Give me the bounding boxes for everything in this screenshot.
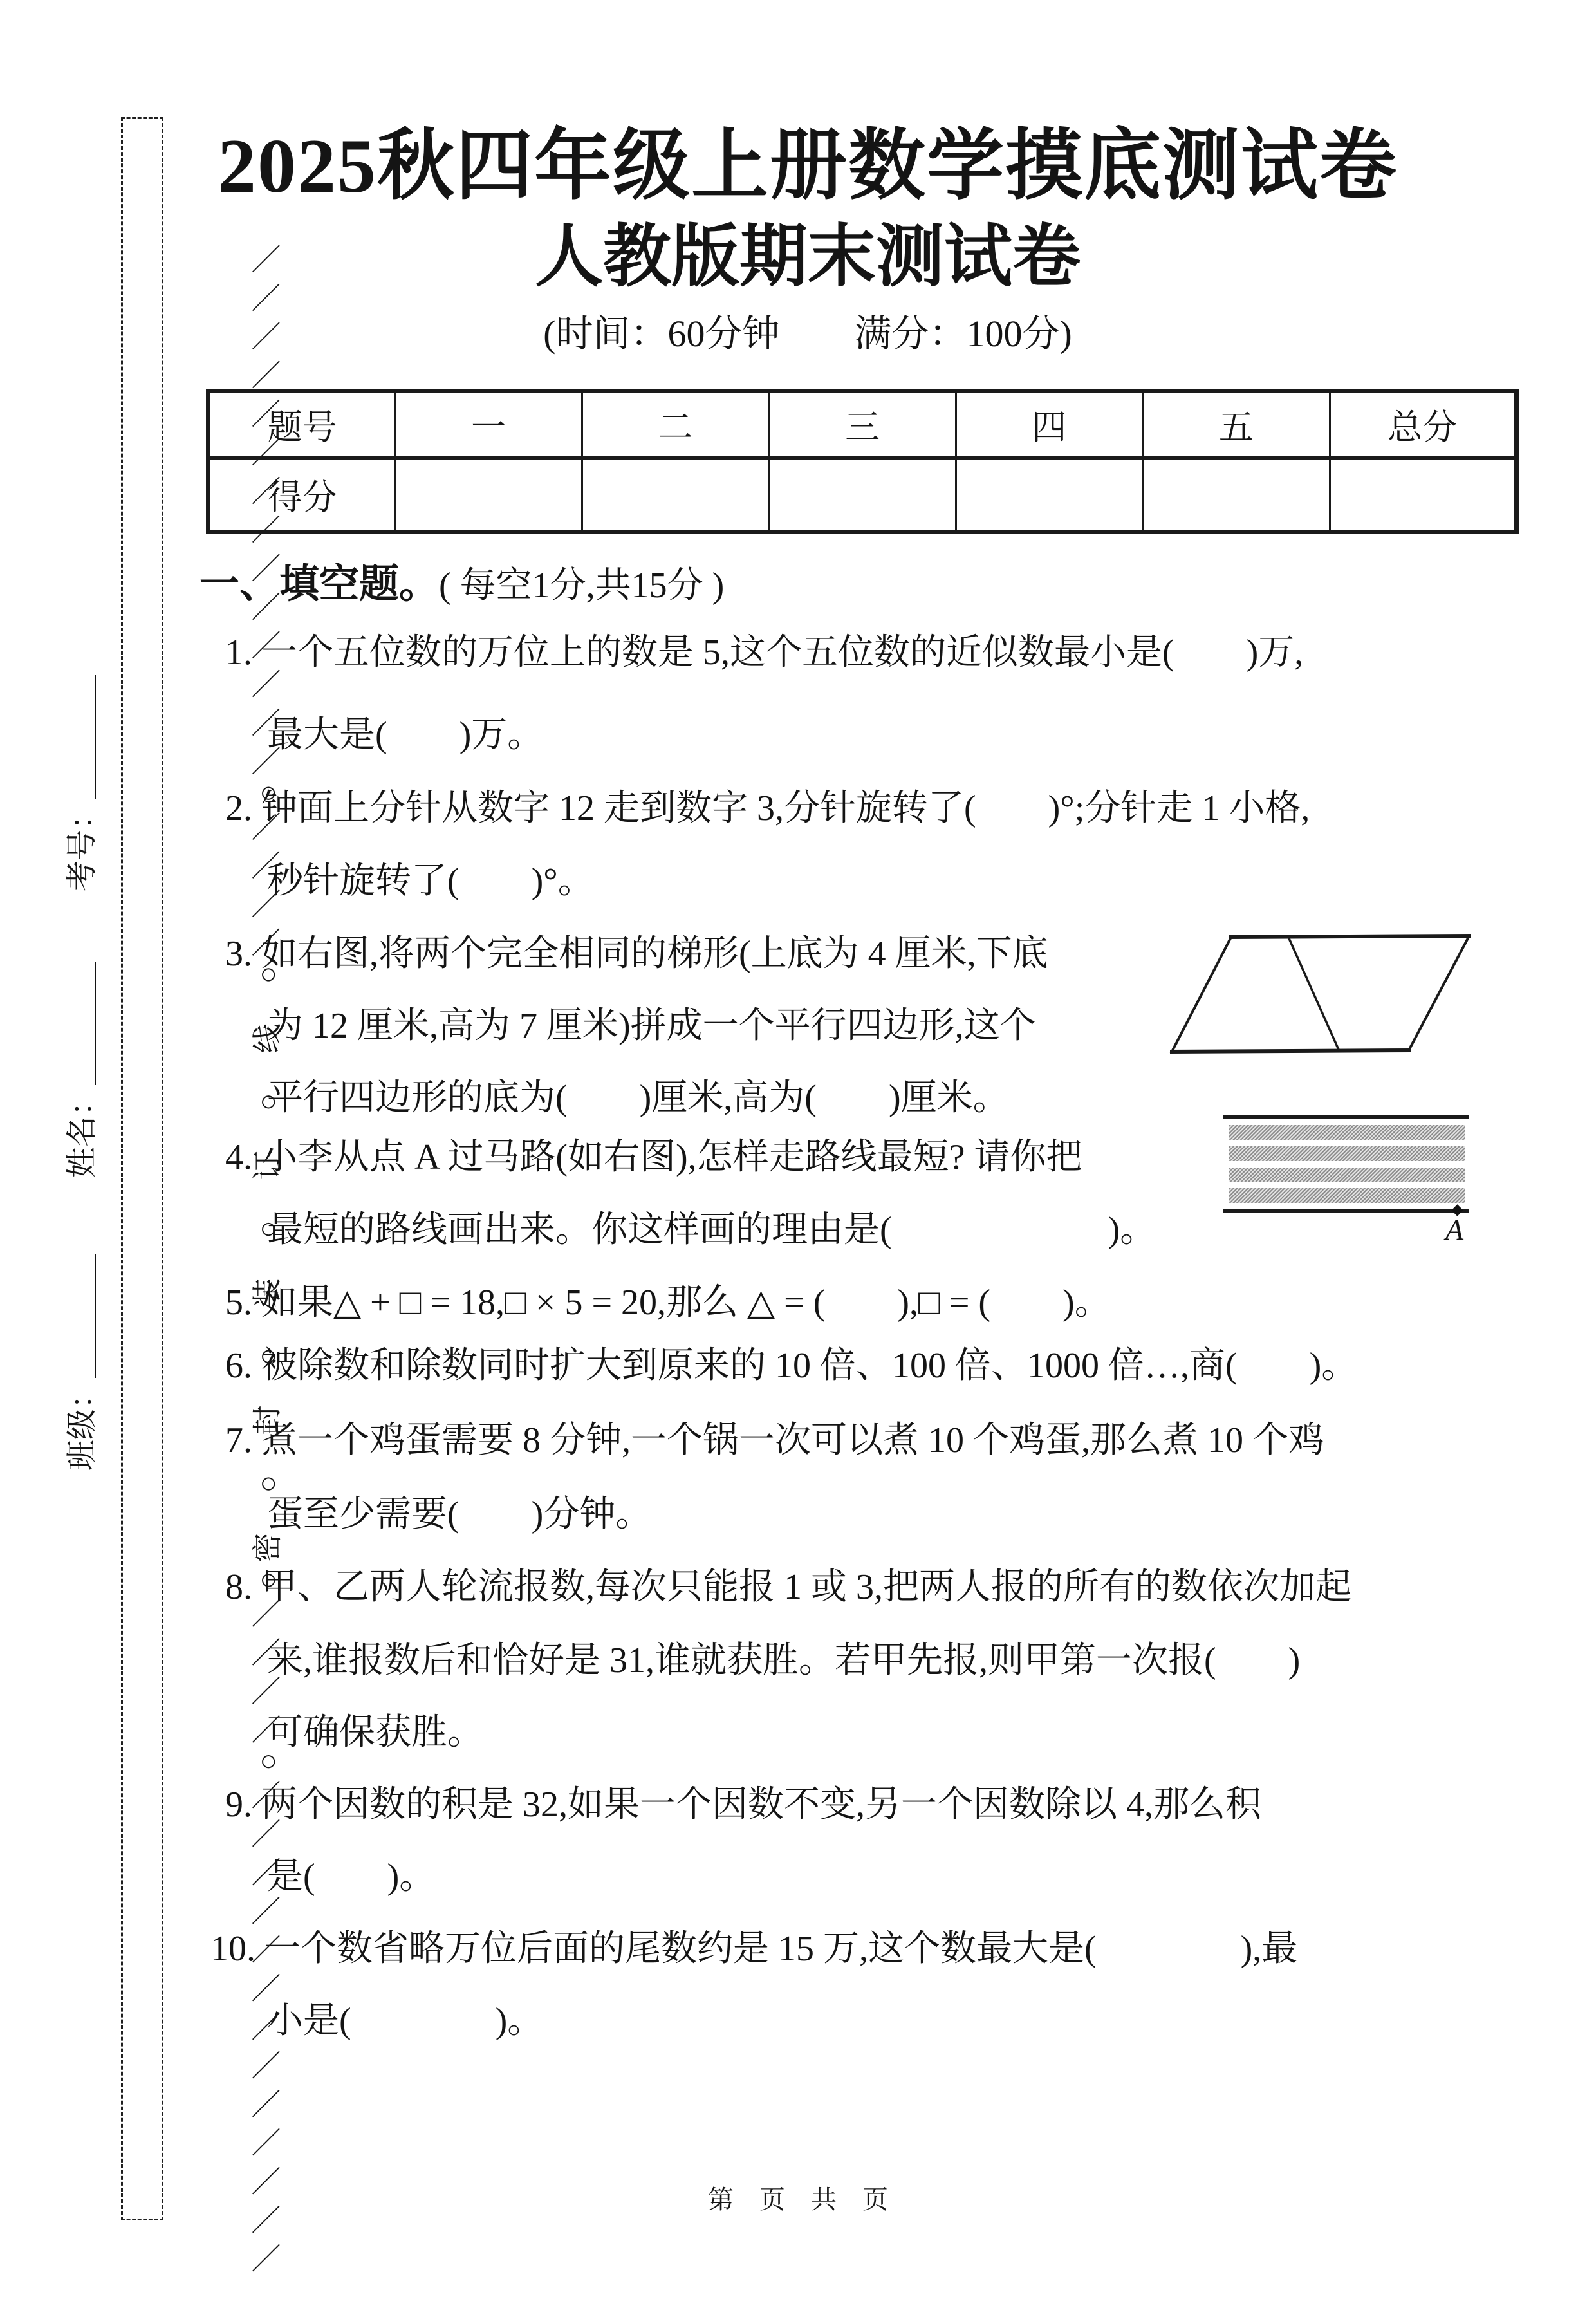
section-1-note: ( 每空1分,共15分 ) bbox=[439, 566, 725, 606]
question-2-line-1: 2. 钟面上分针从数字 12 走到数字 3,分针旋转了( )°;分针走 1 小格, bbox=[225, 788, 1310, 828]
score-cell bbox=[582, 458, 768, 532]
road-top-edge bbox=[1223, 1115, 1469, 1119]
question-6-line-1: 6. 被除数和除数同时扩大到原来的 10 倍、100 倍、1000 倍…,商( )。 bbox=[225, 1346, 1358, 1386]
question-9-line-2: 是( )。 bbox=[267, 1857, 436, 1897]
seal-line-caption: 密○封○装○订○线 bbox=[251, 983, 284, 1563]
score-header-tihao: 题号 bbox=[209, 391, 395, 458]
score-cell bbox=[1330, 458, 1516, 532]
class-label: 班级：＿＿＿＿ bbox=[65, 1254, 99, 1471]
score-cell bbox=[1143, 458, 1330, 532]
score-table-header-row bbox=[209, 391, 1517, 458]
question-8-line-2: 来,谁报数后和恰好是 31,谁就获胜。若甲先报,则甲第一次报( ) bbox=[267, 1641, 1301, 1680]
score-header-1: 一 bbox=[395, 391, 582, 458]
page-subtitle: 人教版期末测试卷 bbox=[535, 219, 1081, 295]
trapezoid-parallelogram-figure bbox=[1164, 929, 1479, 1058]
score-table bbox=[206, 389, 1519, 534]
exam-info: (时间：60分钟 满分：100分) bbox=[543, 312, 1072, 355]
question-3-line-2: 为 12 厘米,高为 7 厘米)拼成一个平行四边形,这个 bbox=[267, 1006, 1036, 1046]
question-2-line-2: 秒针旋转了( )°。 bbox=[267, 861, 594, 901]
score-table-score-row bbox=[209, 458, 1517, 532]
question-8-line-3: 可确保获胜。 bbox=[267, 1713, 483, 1753]
score-row-label: 得分 bbox=[209, 458, 395, 532]
score-header-3: 三 bbox=[769, 391, 956, 458]
road-stripe bbox=[1229, 1146, 1465, 1161]
road-crossing-figure bbox=[1223, 1113, 1470, 1249]
section-1-heading bbox=[200, 561, 724, 607]
question-4-line-1: 4. 小李从点 A 过马路(如右图),怎样走路线最短? 请你把 bbox=[225, 1137, 1082, 1177]
question-7-line-1: 7. 煮一个鸡蛋需要 8 分钟,一个锅一次可以煮 10 个鸡蛋,那么煮 10 个鸡 bbox=[225, 1420, 1324, 1460]
road-stripe bbox=[1229, 1125, 1465, 1140]
page-title: 2025秋四年级上册数学摸底测试卷 bbox=[218, 123, 1398, 209]
exam-number-label: 考号：＿＿＿＿ bbox=[65, 675, 99, 891]
seal-hatch-bottom: ＼＼＼＼＼＼＼＼＼＼＼＼＼○＼＼＼＼○ bbox=[251, 1562, 284, 2273]
question-5-line-1: 5. 如果△ + □ = 18,□ × 5 = 20,那么 △ = ( ),□ = ( )。 bbox=[225, 1283, 1111, 1323]
question-1-line-2: 最大是( )万。 bbox=[267, 715, 544, 755]
point-a-label: A bbox=[1445, 1213, 1464, 1246]
question-7-line-2: 蛋至少需要( )分钟。 bbox=[267, 1494, 652, 1534]
section-1-title: 一、填空题。 bbox=[200, 562, 440, 606]
question-1-line-1: 1. 一个五位数的万位上的数是 5,这个五位数的近似数最小是( )万, bbox=[225, 633, 1304, 673]
question-10-line-2: 小是( )。 bbox=[267, 2001, 544, 2041]
question-9-line-1: 9. 两个因数的积是 32,如果一个因数不变,另一个因数除以 4,那么积 bbox=[225, 1785, 1261, 1825]
score-header-5: 五 bbox=[1143, 391, 1330, 458]
student-name-label: 姓名：＿＿＿＿ bbox=[65, 961, 99, 1178]
road-stripe bbox=[1229, 1168, 1465, 1182]
seal-hatch-top: ○＼＼＼＼○＼＼＼＼＼＼＼＼＼＼＼＼＼＼ bbox=[251, 234, 284, 984]
score-header-total: 总分 bbox=[1330, 391, 1516, 458]
road-stripe bbox=[1229, 1188, 1465, 1203]
seal-line-strip bbox=[121, 117, 284, 2273]
score-header-4: 四 bbox=[956, 391, 1142, 458]
question-10-line-1: 10. 一个数省略万位后面的尾数约是 15 万,这个数最大是( ),最 bbox=[210, 1929, 1298, 1969]
road-bottom-edge bbox=[1223, 1209, 1469, 1213]
score-cell bbox=[956, 458, 1142, 532]
header bbox=[90, 0, 1525, 354]
page-footer: 第 页 共 页 bbox=[708, 2185, 888, 2214]
score-header-2: 二 bbox=[582, 391, 768, 458]
score-cell bbox=[769, 458, 956, 532]
question-8-line-1: 8. 甲、乙两人轮流报数,每次只能报 1 或 3,把两人报的所有的数依次加起 bbox=[225, 1567, 1351, 1607]
score-cell bbox=[395, 458, 582, 532]
question-4-line-2: 最短的路线画出来。你这样画的理由是( )。 bbox=[267, 1210, 1156, 1250]
question-3-line-3: 平行四边形的底为( )厘米,高为( )厘米。 bbox=[267, 1078, 1009, 1118]
question-3-line-1: 3. 如右图,将两个完全相同的梯形(上底为 4 厘米,下底 bbox=[225, 934, 1048, 974]
